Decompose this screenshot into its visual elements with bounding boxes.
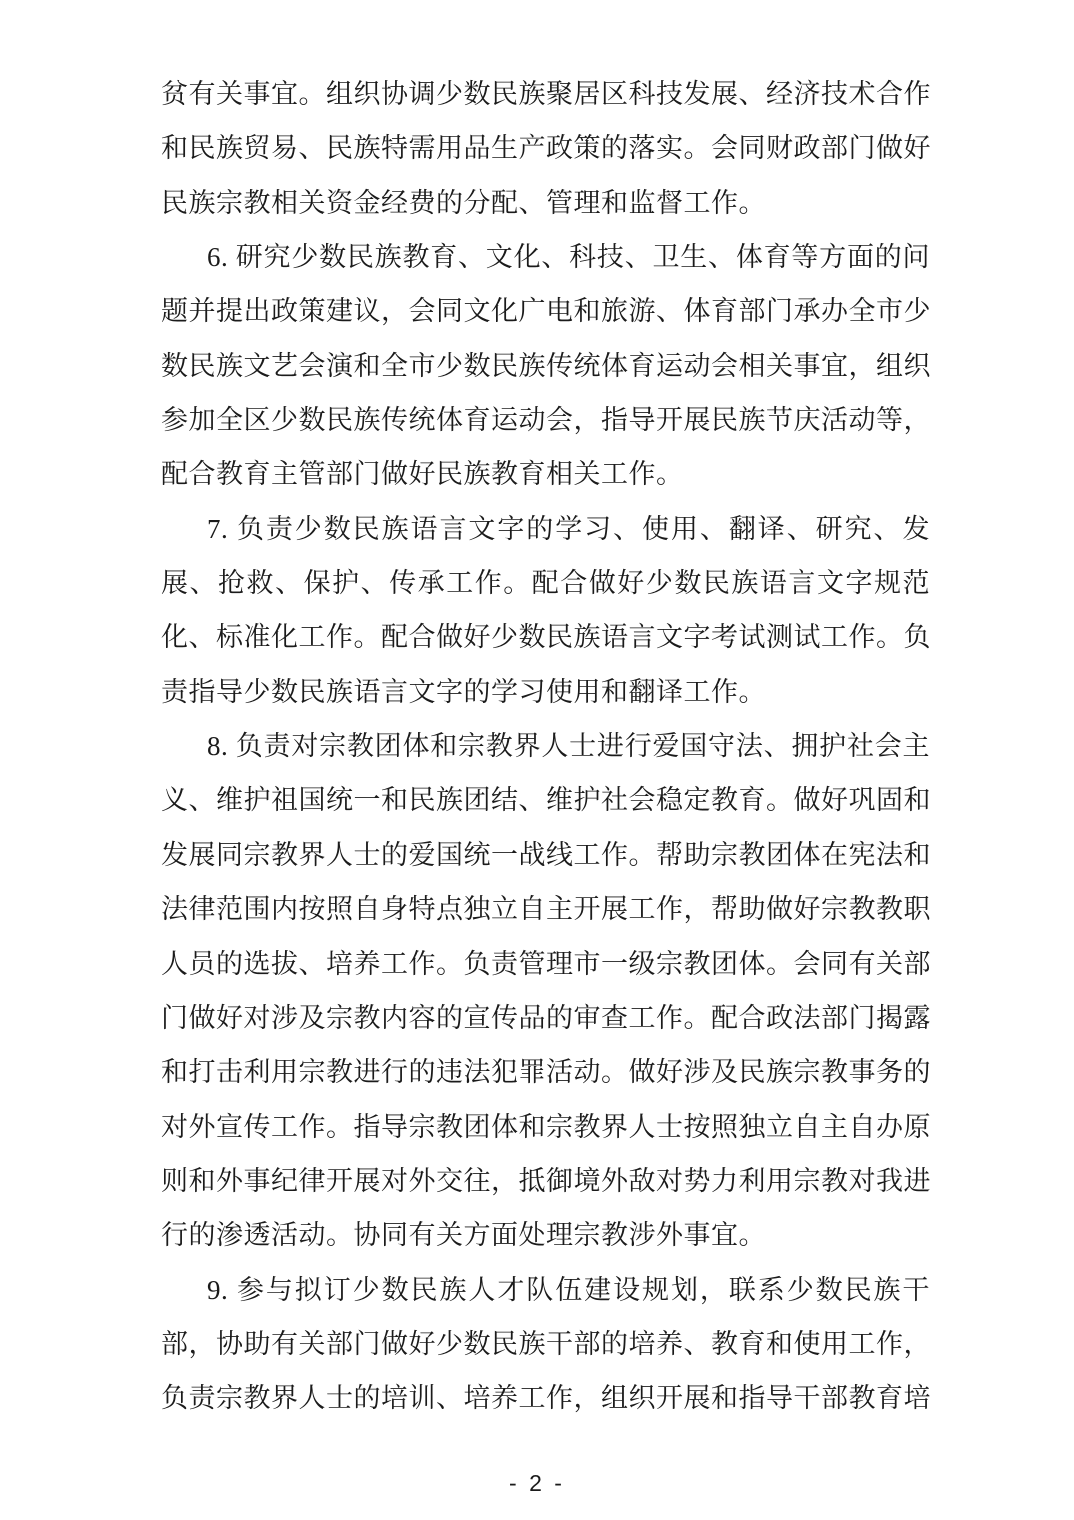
text-line: 发展同宗教界人士的爱国统一战线工作。帮助宗教团体在宪法和 <box>161 839 931 870</box>
text-line: 责指导少数民族语言文字的学习使用和翻译工作。 <box>161 676 766 707</box>
text-line: 9. 参与拟订少数民族人才队伍建设规划，联系少数民族干 <box>207 1274 930 1305</box>
text-line: 和打击利用宗教进行的违法犯罪活动。做好涉及民族宗教事务的 <box>161 1057 931 1088</box>
text-line: 数民族文艺会演和全市少数民族传统体育运动会相关事宜，组织 <box>161 350 931 381</box>
text-line: 义、维护祖国统一和民族团结、维护社会稳定教育。做好巩固和 <box>161 785 931 816</box>
text-line: 行的渗透活动。协同有关方面处理宗教涉外事宜。 <box>161 1220 766 1251</box>
text-line: 人员的选拔、培养工作。负责管理市一级宗教团体。会同有关部 <box>161 948 931 979</box>
text-line: 对外宣传工作。指导宗教团体和宗教界人士按照独立自主自办原 <box>161 1111 931 1142</box>
text-line: 则和外事纪律开展对外交往，抵御境外敌对势力利用宗教对我进 <box>161 1165 931 1196</box>
text-line: 法律范围内按照自身特点独立自主开展工作，帮助做好宗教教职 <box>161 894 931 925</box>
text-line: 部，协助有关部门做好少数民族干部的培养、教育和使用工作， <box>161 1328 931 1359</box>
text-line: 6. 研究少数民族教育、文化、科技、卫生、体育等方面的问 <box>207 242 930 273</box>
text-line: 民族宗教相关资金经费的分配、管理和监督工作。 <box>161 187 766 218</box>
text-line: 7. 负责少数民族语言文字的学习、使用、翻译、研究、发 <box>207 513 930 544</box>
text-line: 8. 负责对宗教团体和宗教界人士进行爱国守法、拥护社会主 <box>207 731 930 762</box>
text-line: 和民族贸易、民族特需用品生产政策的落实。会同财政部门做好 <box>161 133 931 164</box>
text-line: 负责宗教界人士的培训、培养工作，组织开展和指导干部教育培 <box>161 1383 931 1414</box>
text-line: 参加全区少数民族传统体育运动会，指导开展民族节庆活动等， <box>161 405 931 436</box>
text-line: 展、抢救、保护、传承工作。配合做好少数民族语言文字规范 <box>161 568 930 599</box>
page-number: - 2 - <box>509 1470 565 1496</box>
text-line: 化、标准化工作。配合做好少数民族语言文字考试测试工作。负 <box>161 622 931 653</box>
text-line: 门做好对涉及宗教内容的宣传品的审查工作。配合政法部门揭露 <box>161 1002 931 1033</box>
text-line: 贫有关事宜。组织协调少数民族聚居区科技发展、经济技术合作 <box>161 79 931 109</box>
page-footer <box>0 1470 1074 1497</box>
text-block <box>161 67 930 1426</box>
text-line: 题并提出政策建议，会同文化广电和旅游、体育部门承办全市少 <box>161 296 931 327</box>
text-line: 配合教育主管部门做好民族教育相关工作。 <box>161 459 684 490</box>
